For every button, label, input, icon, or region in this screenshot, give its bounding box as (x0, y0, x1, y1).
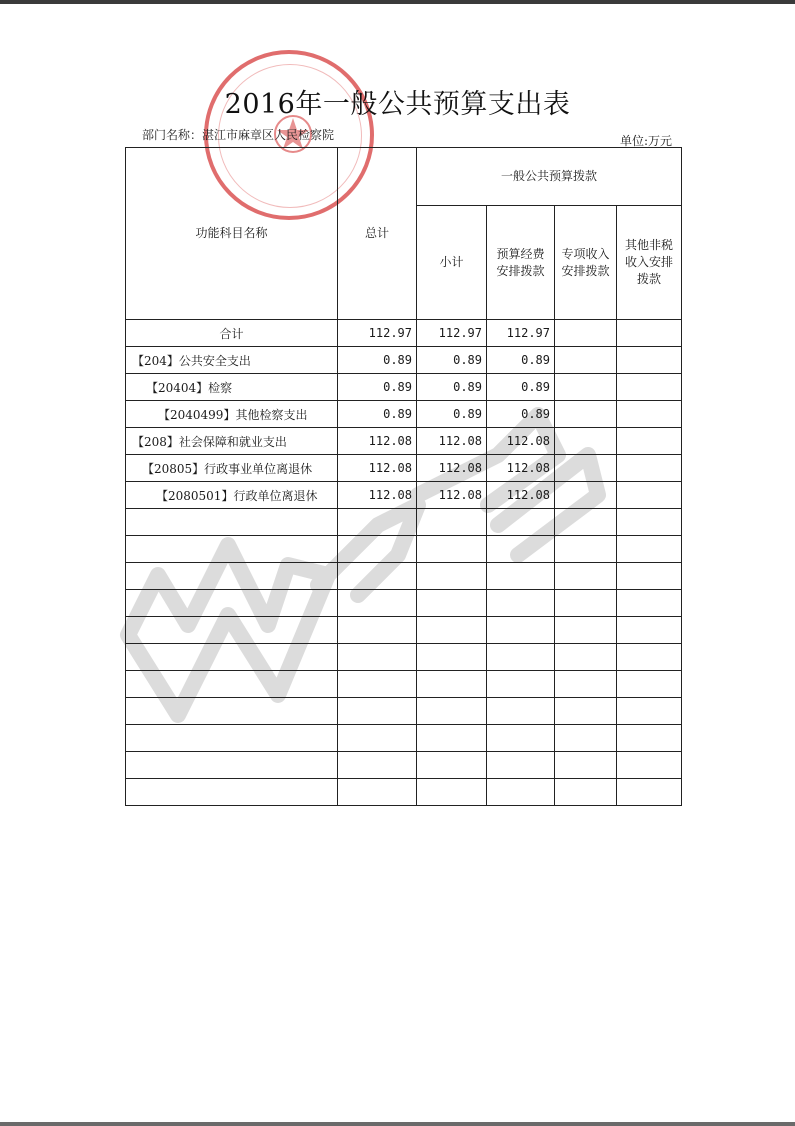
row-special (555, 455, 617, 482)
row-name: 【204】公共安全支出 (126, 347, 338, 374)
table-row (126, 320, 682, 347)
row-subtotal: 112.08 (417, 428, 487, 455)
header-general-budget: 一般公共预算拨款 (417, 148, 682, 206)
row-total: 0.89 (338, 401, 417, 428)
empty-row (126, 752, 682, 779)
row-budget: 0.89 (487, 347, 555, 374)
row-subtotal: 0.89 (417, 374, 487, 401)
empty-row (126, 617, 682, 644)
document-title: 2016年一般公共预算支出表 (224, 89, 571, 120)
table-row (126, 374, 682, 401)
row-special (555, 374, 617, 401)
row-total: 112.97 (338, 320, 417, 347)
header-subtotal: 小计 (417, 206, 487, 320)
empty-row (126, 563, 682, 590)
row-budget: 0.89 (487, 401, 555, 428)
row-total: 112.08 (338, 428, 417, 455)
empty-row (126, 536, 682, 563)
row-other (617, 320, 682, 347)
row-subtotal: 112.08 (417, 482, 487, 509)
header-special-income: 专项收入安排拨款 (555, 206, 617, 320)
row-special (555, 401, 617, 428)
unit-label: 单位:万元 (620, 134, 673, 148)
row-special (555, 347, 617, 374)
row-budget: 112.08 (487, 482, 555, 509)
table-row (126, 482, 682, 509)
row-name: 【2040499】其他检察支出 (126, 401, 338, 428)
empty-row (126, 590, 682, 617)
budget-table (125, 147, 682, 806)
scan-edge-bottom (0, 1122, 795, 1126)
header-function-name: 功能科目名称 (126, 148, 338, 320)
row-special (555, 320, 617, 347)
table-row (126, 428, 682, 455)
row-total: 112.08 (338, 482, 417, 509)
row-budget: 112.08 (487, 428, 555, 455)
row-special (555, 428, 617, 455)
empty-row (126, 644, 682, 671)
row-special (555, 482, 617, 509)
row-subtotal: 112.97 (417, 320, 487, 347)
header-total: 总计 (338, 148, 417, 320)
scan-edge-top (0, 0, 795, 4)
row-other (617, 428, 682, 455)
row-name: 合计 (126, 320, 338, 347)
header-other-nontax: 其他非税收入安排拨款 (617, 206, 682, 320)
row-budget: 112.97 (487, 320, 555, 347)
row-total: 112.08 (338, 455, 417, 482)
row-total: 0.89 (338, 374, 417, 401)
table-row (126, 347, 682, 374)
table-row (126, 455, 682, 482)
row-name: 【20805】行政事业单位离退休 (126, 455, 338, 482)
row-other (617, 401, 682, 428)
empty-row (126, 671, 682, 698)
row-name: 【208】社会保障和就业支出 (126, 428, 338, 455)
table-row (126, 401, 682, 428)
row-subtotal: 112.08 (417, 455, 487, 482)
row-other (617, 455, 682, 482)
row-total: 0.89 (338, 347, 417, 374)
empty-row (126, 509, 682, 536)
row-budget: 112.08 (487, 455, 555, 482)
empty-row (126, 698, 682, 725)
row-subtotal: 0.89 (417, 347, 487, 374)
row-name: 【2080501】行政单位离退休 (126, 482, 338, 509)
header-budget-funds: 预算经费安排拨款 (487, 206, 555, 320)
row-other (617, 374, 682, 401)
row-other (617, 482, 682, 509)
department-name: 部门名称：湛江市麻章区人民检察院 (142, 128, 335, 142)
empty-row (126, 725, 682, 752)
row-name: 【20404】检察 (126, 374, 338, 401)
empty-row (126, 779, 682, 806)
row-subtotal: 0.89 (417, 401, 487, 428)
row-other (617, 347, 682, 374)
row-budget: 0.89 (487, 374, 555, 401)
